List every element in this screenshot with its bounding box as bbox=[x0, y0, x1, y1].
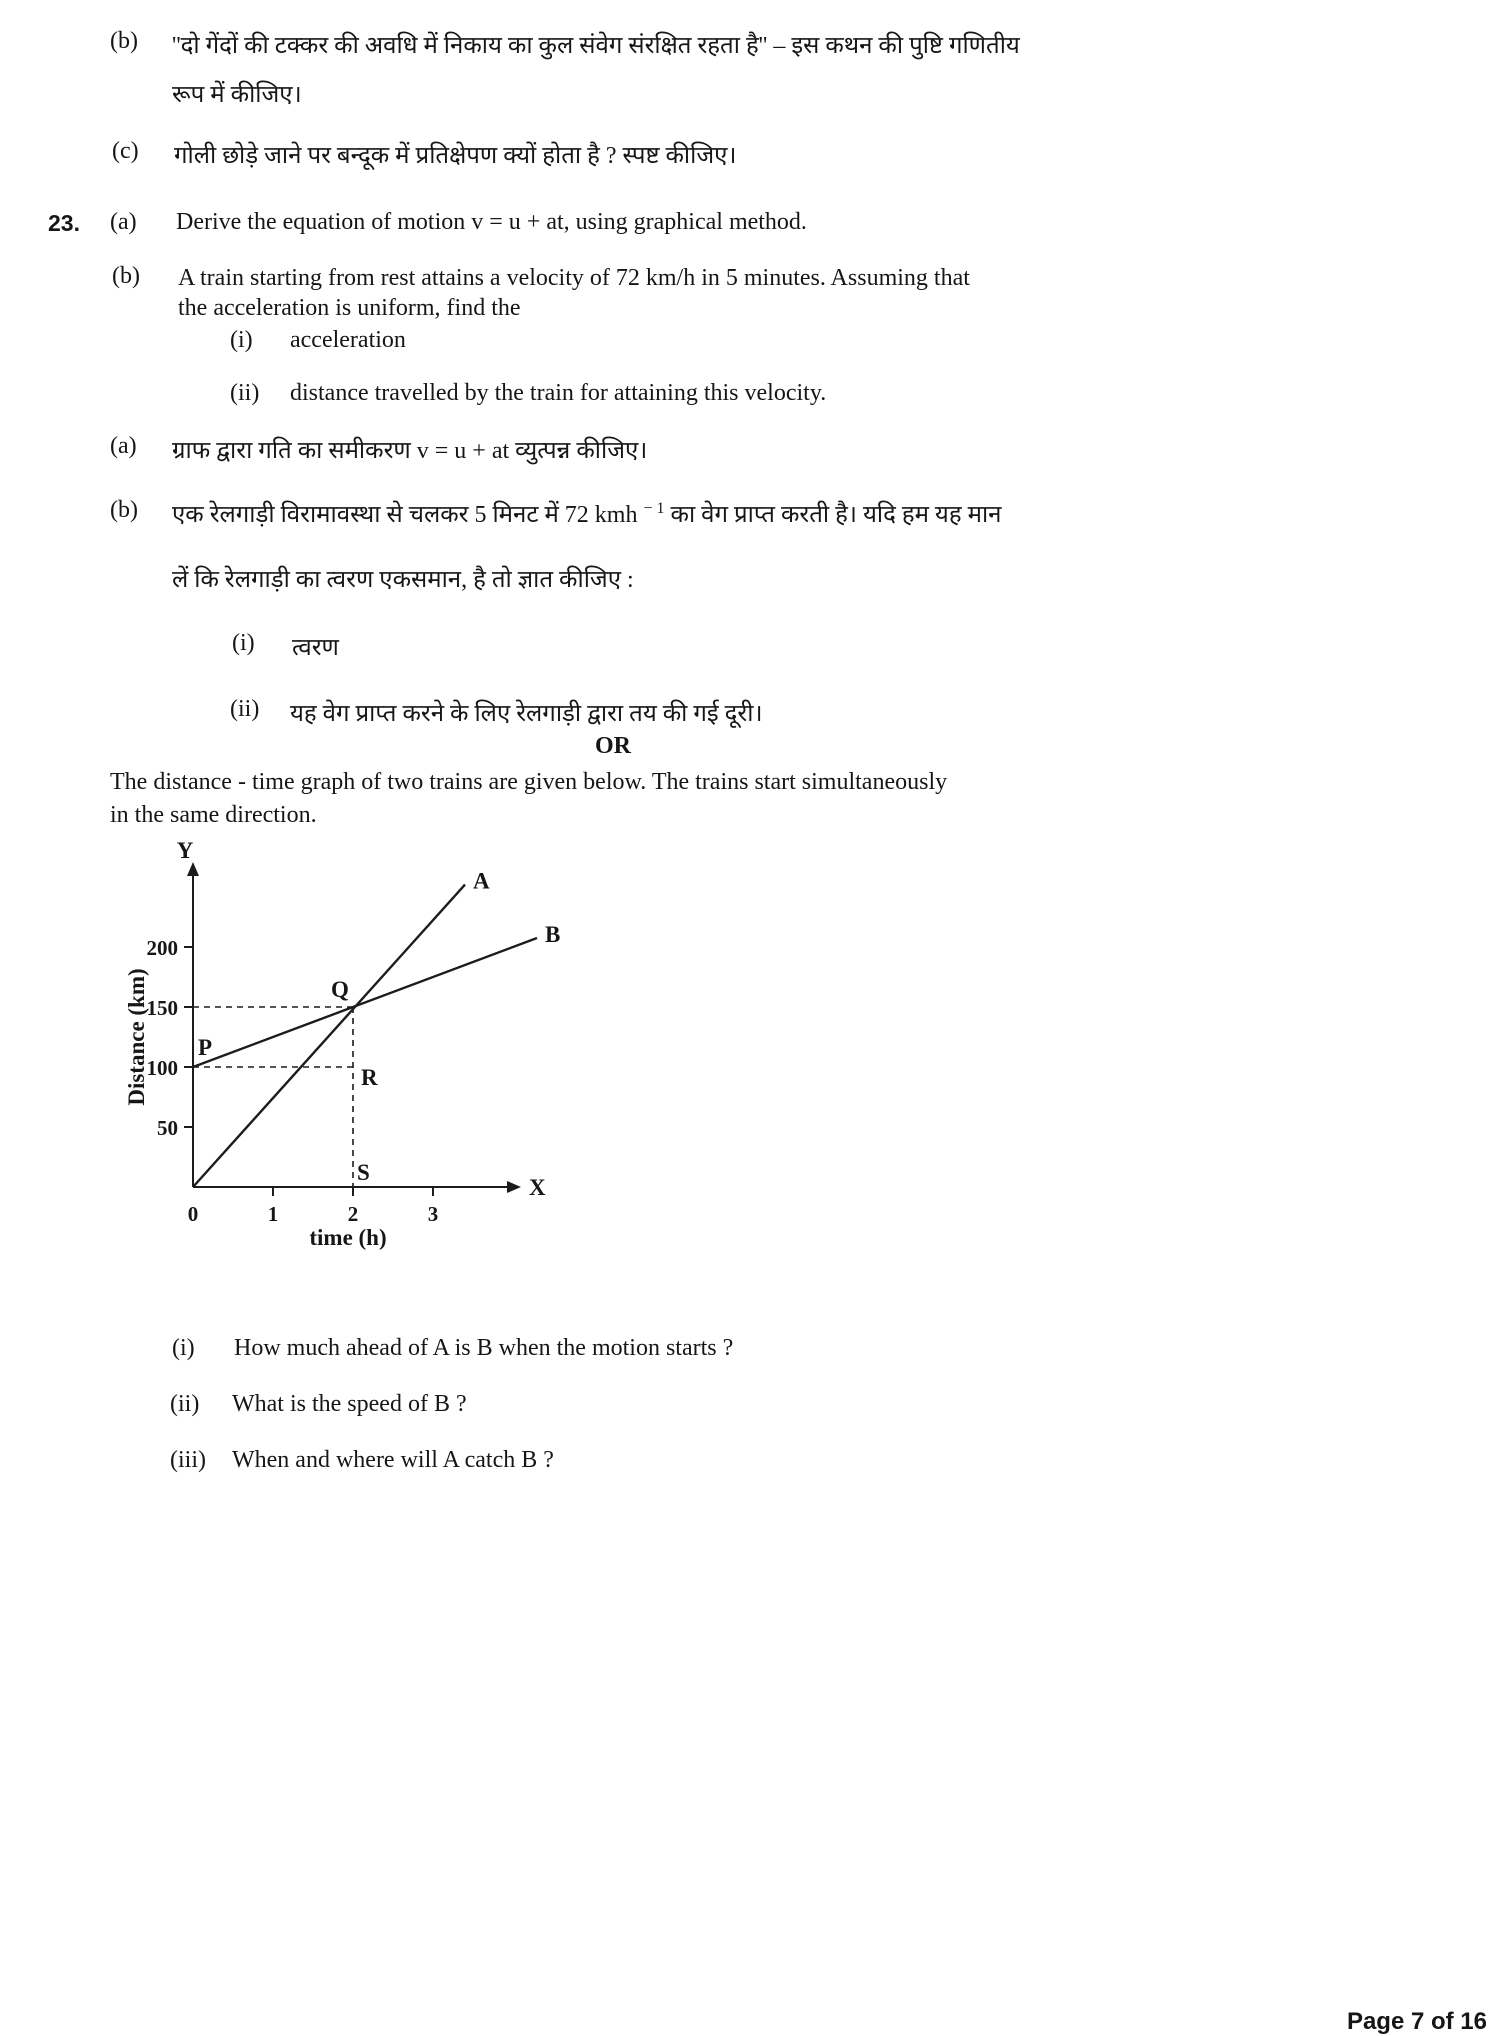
question-23b-hindi-line1-pre: एक रेलगाड़ी विरामावस्था से चलकर 5 मिनट में 72 kmh bbox=[172, 502, 644, 528]
question-23b-hindi-label: (b) bbox=[110, 497, 138, 523]
question-b-hindi-line2: रूप में कीजिए। bbox=[172, 82, 302, 108]
question-c-hindi-label: (c) bbox=[112, 138, 139, 164]
question-23b-hindi-line1 bbox=[172, 497, 1260, 530]
question-23b-hindi-sub-i bbox=[232, 630, 1232, 663]
question-23b-sub-i bbox=[230, 327, 1230, 354]
y-tick-label: 150 bbox=[146, 996, 178, 1020]
page-footer: Page 7 of 16 bbox=[1346, 2008, 1487, 2035]
y-axis-arrow-icon bbox=[187, 862, 199, 876]
question-23b-hindi-sub-i-text: त्वरण bbox=[292, 635, 339, 661]
x-tick-label: 2 bbox=[347, 1202, 359, 1226]
question-23a-hindi bbox=[110, 433, 1210, 466]
question-23b-hindi-line2: लें कि रेलगाड़ी का त्वरण एकसमान, है तो ज्ञात कीजिए : bbox=[172, 567, 634, 593]
point-Q-label: Q bbox=[331, 977, 349, 1002]
question-23b-hindi-sub-ii-text: यह वेग प्राप्त करने के लिए रेलगाड़ी द्वारा तय की गई दूरी। bbox=[290, 701, 763, 727]
point-S-label: S bbox=[357, 1160, 370, 1185]
or-paragraph-line2: in the same direction. bbox=[110, 802, 317, 828]
distance-time-graph bbox=[118, 842, 608, 1269]
train-B-line bbox=[193, 938, 537, 1067]
question-23b-hindi-sub-ii-label: (ii) bbox=[230, 696, 260, 722]
x-axis-title: time (h) bbox=[309, 1225, 387, 1250]
point-P-label: P bbox=[198, 1035, 213, 1060]
y-tick-label: 50 bbox=[157, 1116, 178, 1140]
graph-question-ii bbox=[170, 1391, 1270, 1418]
question-23b-english bbox=[112, 263, 1212, 323]
question-23a-hindi-text: ग्राफ द्वारा गति का समीकरण v = u + at व्युत्पन्न कीजिए। bbox=[172, 438, 648, 464]
point-R-label: R bbox=[361, 1065, 378, 1090]
x-axis-end-label: X bbox=[529, 1175, 546, 1200]
question-b-hindi-label: (b) bbox=[110, 28, 138, 54]
graph-question-iii-text: When and where will A catch B ? bbox=[232, 1447, 554, 1473]
question-23b-english-label: (b) bbox=[112, 263, 140, 289]
or-paragraph-line1: The distance - time graph of two trains are given below. The trains start simultaneously bbox=[110, 769, 948, 795]
question-23a-english-text: Derive the equation of motion v = u + at, using graphical method. bbox=[176, 209, 807, 235]
graph-question-ii-text: What is the speed of B ? bbox=[232, 1391, 467, 1417]
question-c-hindi-text: गोली छोड़े जाने पर बन्दूक में प्रतिक्षेपण क्यों होता है ? स्पष्ट कीजिए। bbox=[174, 143, 737, 169]
question-number-23: 23. bbox=[48, 210, 80, 236]
question-23b-sub-ii-label: (ii) bbox=[230, 380, 260, 406]
question-23b-hindi-sub-i-label: (i) bbox=[232, 630, 255, 656]
graph-question-iii bbox=[170, 1447, 1270, 1474]
question-c-hindi bbox=[112, 138, 1212, 171]
question-23b-hindi-line1-post: का वेग प्राप्त करती है। यदि हम यह मान bbox=[664, 502, 1002, 528]
y-axis-title: Distance (km) bbox=[124, 968, 149, 1106]
x-tick-label: 0 bbox=[187, 1202, 199, 1226]
question-23b-english-text bbox=[178, 263, 1212, 323]
x-tick-label: 1 bbox=[267, 1202, 279, 1226]
graph-question-i bbox=[172, 1335, 1272, 1362]
question-23b-hindi-sub-ii bbox=[230, 696, 1230, 729]
graph-question-i-label: (i) bbox=[172, 1335, 195, 1361]
question-23b-sub-ii-text: distance travelled by the train for attaining this velocity. bbox=[290, 380, 827, 406]
y-axis-end-label: Y bbox=[176, 842, 194, 863]
or-separator: OR bbox=[595, 733, 631, 759]
question-23b-sub-i-label: (i) bbox=[230, 327, 253, 353]
x-axis-arrow-icon bbox=[507, 1181, 521, 1193]
question-23b-english-line2: the acceleration is uniform, find the bbox=[178, 295, 521, 321]
train-A-label: A bbox=[473, 868, 490, 894]
question-23b-english-line1: A train starting from rest attains a velocity of 72 km/h in 5 minutes. Assuming that bbox=[178, 265, 970, 291]
x-tick-label: 3 bbox=[427, 1202, 439, 1226]
y-tick-label: 100 bbox=[146, 1056, 178, 1080]
question-23a-english bbox=[110, 209, 1210, 236]
question-b-hindi-line1: ''दो गेंदों की टक्कर की अवधि में निकाय का कुल संवेग संरक्षित रहता है'' – इस कथन की पुष्टि गणितीय bbox=[172, 33, 1020, 59]
graph-question-ii-label: (ii) bbox=[170, 1391, 200, 1417]
question-23b-sub-ii bbox=[230, 380, 1230, 407]
question-23b-hindi bbox=[110, 497, 1260, 530]
y-tick-label: 200 bbox=[146, 936, 178, 960]
question-b-hindi bbox=[110, 28, 1210, 61]
or-paragraph bbox=[110, 766, 1210, 832]
train-B-label: B bbox=[545, 922, 561, 947]
distance-time-graph-svg bbox=[118, 842, 608, 1262]
kmh-exponent: − 1 bbox=[643, 500, 665, 517]
train-A-line bbox=[193, 885, 465, 1187]
question-23b-sub-i-text: acceleration bbox=[290, 327, 406, 353]
graph-question-iii-label: (iii) bbox=[170, 1447, 206, 1473]
graph-question-i-text: How much ahead of A is B when the motion starts ? bbox=[234, 1335, 734, 1361]
question-23a-english-label: (a) bbox=[110, 209, 137, 235]
question-23a-hindi-label: (a) bbox=[110, 433, 137, 459]
